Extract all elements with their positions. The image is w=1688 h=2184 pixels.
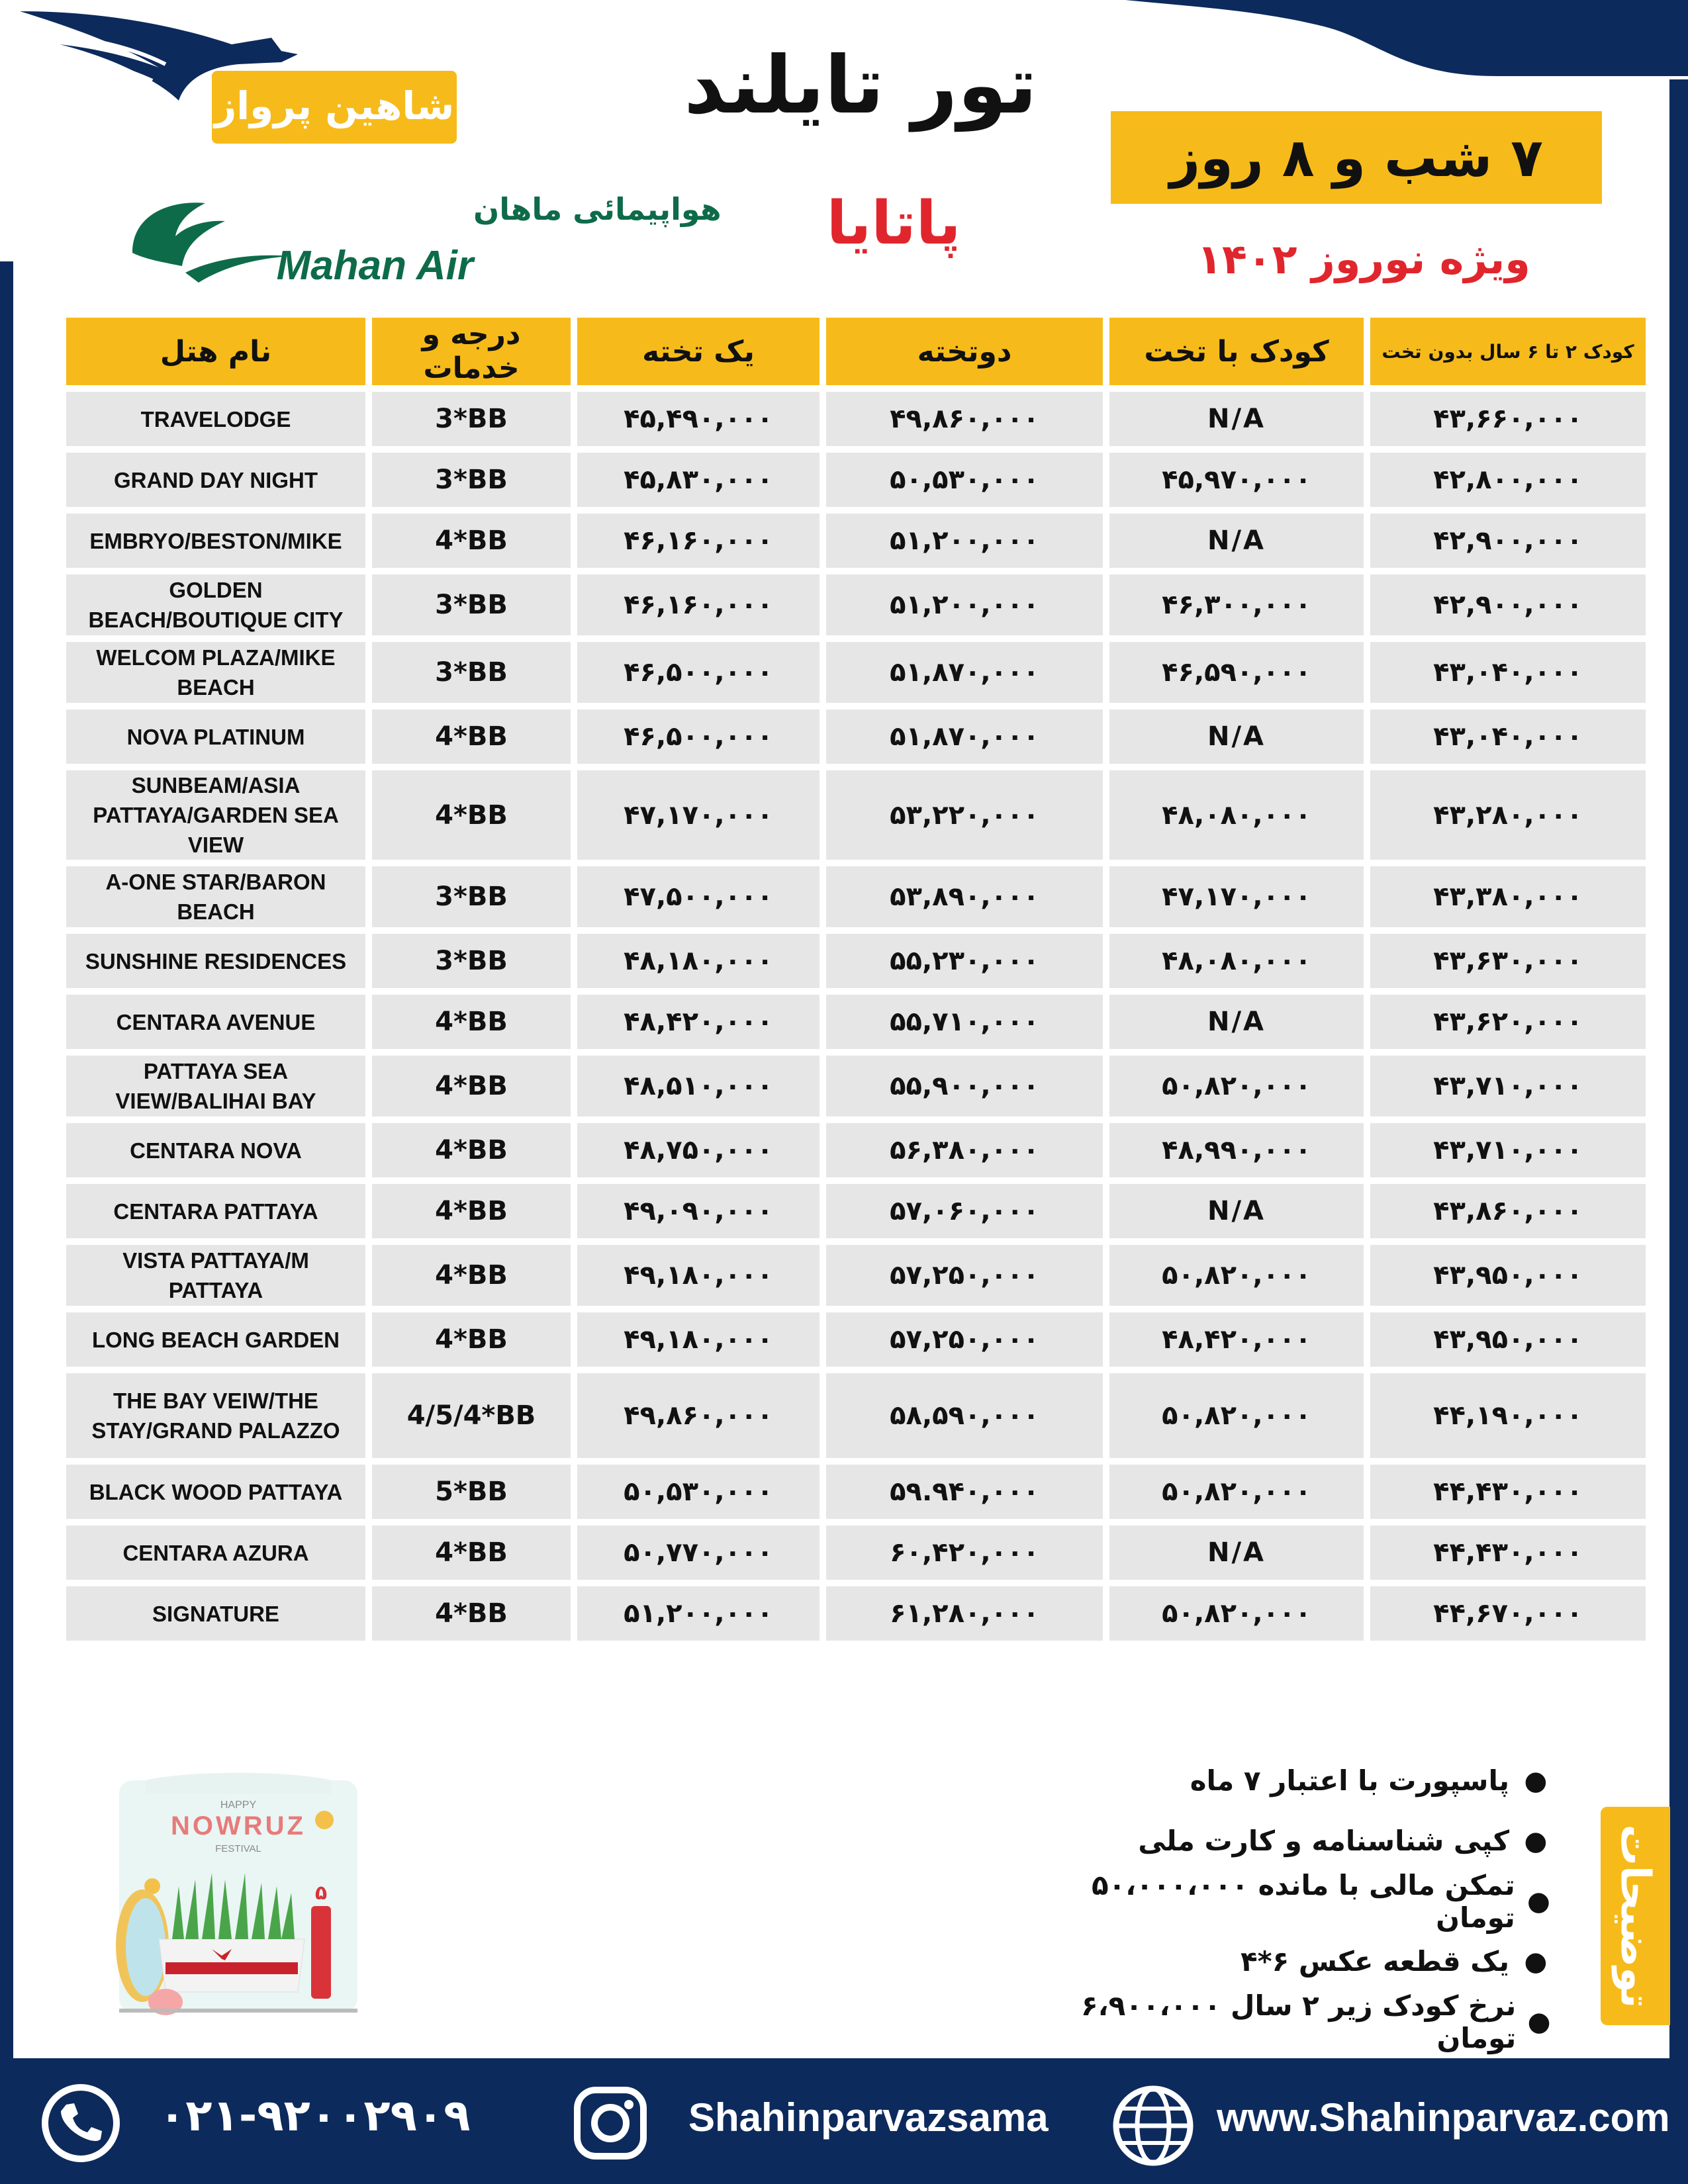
double-price-cell: ۵۳,۸۹۰,۰۰۰ xyxy=(826,866,1103,927)
airline-name-fa: هواپیمائی ماهان xyxy=(473,191,722,227)
mahan-air-logo xyxy=(119,173,722,293)
hotel-name-cell: GRAND DAY NIGHT xyxy=(66,453,365,507)
hotel-name-cell: BLACK WOOD PATTAYA xyxy=(66,1465,365,1519)
table-row xyxy=(66,995,1646,1049)
note-item: ● پاسپورت با اعتبار ۷ ماه xyxy=(1059,1751,1562,1811)
agency-name-text: شاهین پرواز xyxy=(214,83,455,128)
table-row xyxy=(66,1245,1646,1306)
right-border-bar xyxy=(1669,79,1688,2058)
footer-website[interactable]: www.Shahinparvaz.com xyxy=(1217,2095,1670,2140)
price-table xyxy=(60,311,1652,1647)
double-price-cell: ۵۸,۵۹۰,۰۰۰ xyxy=(826,1373,1103,1458)
nowruz-card-illustration xyxy=(106,1774,371,2019)
single-price-cell: ۴۷,۵۰۰,۰۰۰ xyxy=(577,866,820,927)
hotel-name-cell: PATTAYA SEA VIEW/BALIHAI BAY xyxy=(66,1056,365,1116)
single-price-cell: ۴۶,۱۶۰,۰۰۰ xyxy=(577,514,820,568)
table-header-row xyxy=(66,318,1646,385)
hotel-name-cell: VISTA PATTAYA/M PATTAYA xyxy=(66,1245,365,1306)
grade-cell: 4*BB xyxy=(372,514,571,568)
hotel-name-cell: LONG BEACH GARDEN xyxy=(66,1312,365,1367)
child-bed-price-cell: ۵۰,۸۲۰,۰۰۰ xyxy=(1109,1056,1364,1116)
grade-cell: 4*BB xyxy=(372,709,571,764)
hotel-name-cell: NOVA PLATINUM xyxy=(66,709,365,764)
child-nobed-price-cell: ۴۳,۷۱۰,۰۰۰ xyxy=(1370,1123,1646,1177)
header-child-with-bed: کودک با تخت xyxy=(1109,318,1364,385)
bullet-icon: ● xyxy=(1524,1946,1548,1977)
grade-cell: 4*BB xyxy=(372,1525,571,1580)
child-nobed-price-cell: ۴۴,۴۳۰,۰۰۰ xyxy=(1370,1525,1646,1580)
child-nobed-price-cell: ۴۲,۹۰۰,۰۰۰ xyxy=(1370,574,1646,635)
table-row xyxy=(66,866,1646,927)
single-price-cell: ۴۹,۱۸۰,۰۰۰ xyxy=(577,1245,820,1306)
single-price-cell: ۴۸,۵۱۰,۰۰۰ xyxy=(577,1056,820,1116)
grade-cell: 4*BB xyxy=(372,1245,571,1306)
table-row xyxy=(66,934,1646,988)
single-price-cell: ۴۵,۴۹۰,۰۰۰ xyxy=(577,392,820,446)
card-nowruz-text: NOWRUZ xyxy=(171,1811,306,1841)
single-price-cell: ۵۱,۲۰۰,۰۰۰ xyxy=(577,1586,820,1641)
footer-phone[interactable]: ۰۲۱-۹۲۰۰۲۹۰۹ xyxy=(159,2090,471,2141)
child-bed-price-cell: N/A xyxy=(1109,514,1364,568)
card-happy-text: HAPPY xyxy=(220,1799,257,1811)
table-row xyxy=(66,1465,1646,1519)
child-nobed-price-cell: ۴۳,۳۸۰,۰۰۰ xyxy=(1370,866,1646,927)
child-nobed-price-cell: ۴۳,۶۲۰,۰۰۰ xyxy=(1370,995,1646,1049)
child-nobed-price-cell: ۴۴,۱۹۰,۰۰۰ xyxy=(1370,1373,1646,1458)
hotel-name-cell: SIGNATURE xyxy=(66,1586,365,1641)
child-bed-price-cell: ۴۸,۰۸۰,۰۰۰ xyxy=(1109,934,1364,988)
single-price-cell: ۴۸,۷۵۰,۰۰۰ xyxy=(577,1123,820,1177)
child-bed-price-cell: N/A xyxy=(1109,1184,1364,1238)
hotel-name-cell: SUNSHINE RESIDENCES xyxy=(66,934,365,988)
single-price-cell: ۴۹,۱۸۰,۰۰۰ xyxy=(577,1312,820,1367)
double-price-cell: ۵۱,۸۷۰,۰۰۰ xyxy=(826,709,1103,764)
grade-cell: 4*BB xyxy=(372,1586,571,1641)
grade-cell: 4*BB xyxy=(372,995,571,1049)
table-row xyxy=(66,770,1646,860)
double-price-cell: ۴۹,۸۶۰,۰۰۰ xyxy=(826,392,1103,446)
bullet-icon: ● xyxy=(1524,1825,1548,1856)
single-price-cell: ۴۶,۵۰۰,۰۰۰ xyxy=(577,642,820,703)
double-price-cell: ۶۰,۴۲۰,۰۰۰ xyxy=(826,1525,1103,1580)
table-row xyxy=(66,1184,1646,1238)
child-bed-price-cell: ۵۰,۸۲۰,۰۰۰ xyxy=(1109,1245,1364,1306)
notes-list xyxy=(1059,1751,1562,2052)
double-price-cell: ۵۷,۲۵۰,۰۰۰ xyxy=(826,1312,1103,1367)
note-item: ● کپی شناسنامه و کارت ملی xyxy=(1059,1811,1562,1871)
grade-cell: 3*BB xyxy=(372,934,571,988)
table-row xyxy=(66,574,1646,635)
child-bed-price-cell: N/A xyxy=(1109,392,1364,446)
child-bed-price-cell: N/A xyxy=(1109,995,1364,1049)
shahin-parvaz-logo xyxy=(20,8,457,147)
note-item: ● نرخ کودک زیر ۲ سال ۶،۹۰۰،۰۰۰ تومان xyxy=(1059,1991,1562,2052)
single-price-cell: ۴۸,۱۸۰,۰۰۰ xyxy=(577,934,820,988)
double-price-cell: ۵۷,۰۶۰,۰۰۰ xyxy=(826,1184,1103,1238)
header-grade-services: درجه و خدمات xyxy=(372,318,571,385)
double-price-cell: ۵۰,۵۳۰,۰۰۰ xyxy=(826,453,1103,507)
child-bed-price-cell: ۵۰,۸۲۰,۰۰۰ xyxy=(1109,1373,1364,1458)
grade-cell: 4*BB xyxy=(372,770,571,860)
double-price-cell: ۵۱,۲۰۰,۰۰۰ xyxy=(826,574,1103,635)
grade-cell: 3*BB xyxy=(372,453,571,507)
bullet-icon: ● xyxy=(1524,1765,1548,1796)
hotel-name-cell: WELCOM PLAZA/MIKE BEACH xyxy=(66,642,365,703)
hotel-name-cell: CENTARA PATTAYA xyxy=(66,1184,365,1238)
hotel-name-cell: CENTARA AVENUE xyxy=(66,995,365,1049)
svg-text:۵: ۵ xyxy=(314,1882,328,1905)
child-bed-price-cell: ۴۶,۳۰۰,۰۰۰ xyxy=(1109,574,1364,635)
double-price-cell: ۶۱,۲۸۰,۰۰۰ xyxy=(826,1586,1103,1641)
table-row xyxy=(66,1373,1646,1458)
double-price-cell: ۵۱,۸۷۰,۰۰۰ xyxy=(826,642,1103,703)
child-bed-price-cell: ۵۰,۸۲۰,۰۰۰ xyxy=(1109,1586,1364,1641)
hotel-name-cell: THE BAY VEIW/THE STAY/GRAND PALAZZO xyxy=(66,1373,365,1458)
single-price-cell: ۴۶,۱۶۰,۰۰۰ xyxy=(577,574,820,635)
child-nobed-price-cell: ۴۳,۶۳۰,۰۰۰ xyxy=(1370,934,1646,988)
table-row xyxy=(66,1123,1646,1177)
note-item: ● تمکن مالی با مانده ۵۰،۰۰۰،۰۰۰ تومان xyxy=(1059,1871,1562,1931)
hotel-name-cell: GOLDEN BEACH/BOUTIQUE CITY xyxy=(66,574,365,635)
phone-icon xyxy=(41,2083,120,2163)
single-price-cell: ۴۸,۴۲۰,۰۰۰ xyxy=(577,995,820,1049)
double-price-cell: ۵۱,۲۰۰,۰۰۰ xyxy=(826,514,1103,568)
card-festival-text: FESTIVAL xyxy=(215,1843,261,1854)
table-row xyxy=(66,1525,1646,1580)
hotel-name-cell: EMBRYO/BESTON/MIKE xyxy=(66,514,365,568)
child-nobed-price-cell: ۴۳,۰۴۰,۰۰۰ xyxy=(1370,709,1646,764)
double-price-cell: ۵۵,۹۰۰,۰۰۰ xyxy=(826,1056,1103,1116)
notes-label-tab xyxy=(1601,1807,1670,2025)
child-bed-price-cell: ۴۸,۹۹۰,۰۰۰ xyxy=(1109,1123,1364,1177)
double-price-cell: ۵۳,۲۲۰,۰۰۰ xyxy=(826,770,1103,860)
footer-bar xyxy=(0,2058,1688,2184)
single-price-cell: ۵۰,۵۳۰,۰۰۰ xyxy=(577,1465,820,1519)
child-nobed-price-cell: ۴۲,۸۰۰,۰۰۰ xyxy=(1370,453,1646,507)
child-bed-price-cell: ۵۰,۸۲۰,۰۰۰ xyxy=(1109,1465,1364,1519)
table-row xyxy=(66,514,1646,568)
double-price-cell: ۵۶,۳۸۰,۰۰۰ xyxy=(826,1123,1103,1177)
table-row xyxy=(66,709,1646,764)
grade-cell: 4*BB xyxy=(372,1056,571,1116)
double-price-cell: ۵۵,۷۱۰,۰۰۰ xyxy=(826,995,1103,1049)
hotel-name-cell: A-ONE STAR/BARON BEACH xyxy=(66,866,365,927)
child-bed-price-cell: N/A xyxy=(1109,1525,1364,1580)
child-nobed-price-cell: ۴۳,۰۴۰,۰۰۰ xyxy=(1370,642,1646,703)
hotel-name-cell: TRAVELODGE xyxy=(66,392,365,446)
bullet-icon: ● xyxy=(1527,2006,1551,2037)
header-hotel-name: نام هتل xyxy=(66,318,365,385)
double-price-cell: ۵۵,۲۳۰,۰۰۰ xyxy=(826,934,1103,988)
single-price-cell: ۵۰,۷۷۰,۰۰۰ xyxy=(577,1525,820,1580)
single-price-cell: ۴۷,۱۷۰,۰۰۰ xyxy=(577,770,820,860)
nowruz-subtitle: ویژه نوروز ۱۴۰۲ xyxy=(1197,235,1530,283)
header-child-no-bed: کودک ۲ تا ۶ سال بدون تخت xyxy=(1370,318,1646,385)
globe-icon xyxy=(1111,2083,1196,2168)
instagram-icon xyxy=(571,2083,650,2163)
table-row xyxy=(66,1056,1646,1116)
child-nobed-price-cell: ۴۲,۹۰۰,۰۰۰ xyxy=(1370,514,1646,568)
table-row xyxy=(66,642,1646,703)
child-nobed-price-cell: ۴۳,۶۶۰,۰۰۰ xyxy=(1370,392,1646,446)
duration-badge: ۷ شب و ۸ روز xyxy=(1111,111,1602,204)
grade-cell: 5*BB xyxy=(372,1465,571,1519)
bullet-icon: ● xyxy=(1526,1886,1550,1917)
header-double-room: دوتخته xyxy=(826,318,1103,385)
child-bed-price-cell: ۴۸,۴۲۰,۰۰۰ xyxy=(1109,1312,1364,1367)
child-nobed-price-cell: ۴۳,۷۱۰,۰۰۰ xyxy=(1370,1056,1646,1116)
airline-name-en: Mahan Air xyxy=(276,243,473,289)
child-bed-price-cell: ۴۸,۰۸۰,۰۰۰ xyxy=(1109,770,1364,860)
grade-cell: 4/5/4*BB xyxy=(372,1373,571,1458)
child-nobed-price-cell: ۴۴,۴۳۰,۰۰۰ xyxy=(1370,1465,1646,1519)
table-row xyxy=(66,1586,1646,1641)
grade-cell: 3*BB xyxy=(372,392,571,446)
double-price-cell: ۵۹.۹۴۰,۰۰۰ xyxy=(826,1465,1103,1519)
single-price-cell: ۴۶,۵۰۰,۰۰۰ xyxy=(577,709,820,764)
hotel-name-cell: CENTARA AZURA xyxy=(66,1525,365,1580)
footer-instagram[interactable]: Shahinparvazsama xyxy=(688,2095,1049,2140)
header-single-room: یک تخته xyxy=(577,318,820,385)
double-price-cell: ۵۷,۲۵۰,۰۰۰ xyxy=(826,1245,1103,1306)
table-row xyxy=(66,1312,1646,1367)
grade-cell: 4*BB xyxy=(372,1123,571,1177)
note-item: ● یک قطعه عکس ۶*۴ xyxy=(1059,1931,1562,1991)
grade-cell: 3*BB xyxy=(372,866,571,927)
grade-cell: 3*BB xyxy=(372,574,571,635)
child-nobed-price-cell: ۴۳,۹۵۰,۰۰۰ xyxy=(1370,1312,1646,1367)
child-bed-price-cell: ۴۵,۹۷۰,۰۰۰ xyxy=(1109,453,1364,507)
destination-city: پاتایا xyxy=(826,189,961,258)
page-title: تور تایلند xyxy=(684,40,1037,132)
grade-cell: 4*BB xyxy=(372,1184,571,1238)
table-row xyxy=(66,453,1646,507)
child-bed-price-cell: N/A xyxy=(1109,709,1364,764)
hotel-name-cell: SUNBEAM/ASIA PATTAYA/GARDEN SEA VIEW xyxy=(66,770,365,860)
child-bed-price-cell: ۴۶,۵۹۰,۰۰۰ xyxy=(1109,642,1364,703)
header-corner-wave xyxy=(1125,0,1688,113)
grade-cell: 3*BB xyxy=(372,642,571,703)
single-price-cell: ۴۹,۰۹۰,۰۰۰ xyxy=(577,1184,820,1238)
child-nobed-price-cell: ۴۴,۶۷۰,۰۰۰ xyxy=(1370,1586,1646,1641)
single-price-cell: ۴۹,۸۶۰,۰۰۰ xyxy=(577,1373,820,1458)
child-nobed-price-cell: ۴۳,۹۵۰,۰۰۰ xyxy=(1370,1245,1646,1306)
table-row xyxy=(66,392,1646,446)
single-price-cell: ۴۵,۸۳۰,۰۰۰ xyxy=(577,453,820,507)
hotel-name-cell: CENTARA NOVA xyxy=(66,1123,365,1177)
grade-cell: 4*BB xyxy=(372,1312,571,1367)
child-bed-price-cell: ۴۷,۱۷۰,۰۰۰ xyxy=(1109,866,1364,927)
left-border-bar xyxy=(0,261,13,2062)
child-nobed-price-cell: ۴۳,۲۸۰,۰۰۰ xyxy=(1370,770,1646,860)
notes-label-text: توضیحات xyxy=(1611,1824,1660,2008)
child-nobed-price-cell: ۴۳,۸۶۰,۰۰۰ xyxy=(1370,1184,1646,1238)
